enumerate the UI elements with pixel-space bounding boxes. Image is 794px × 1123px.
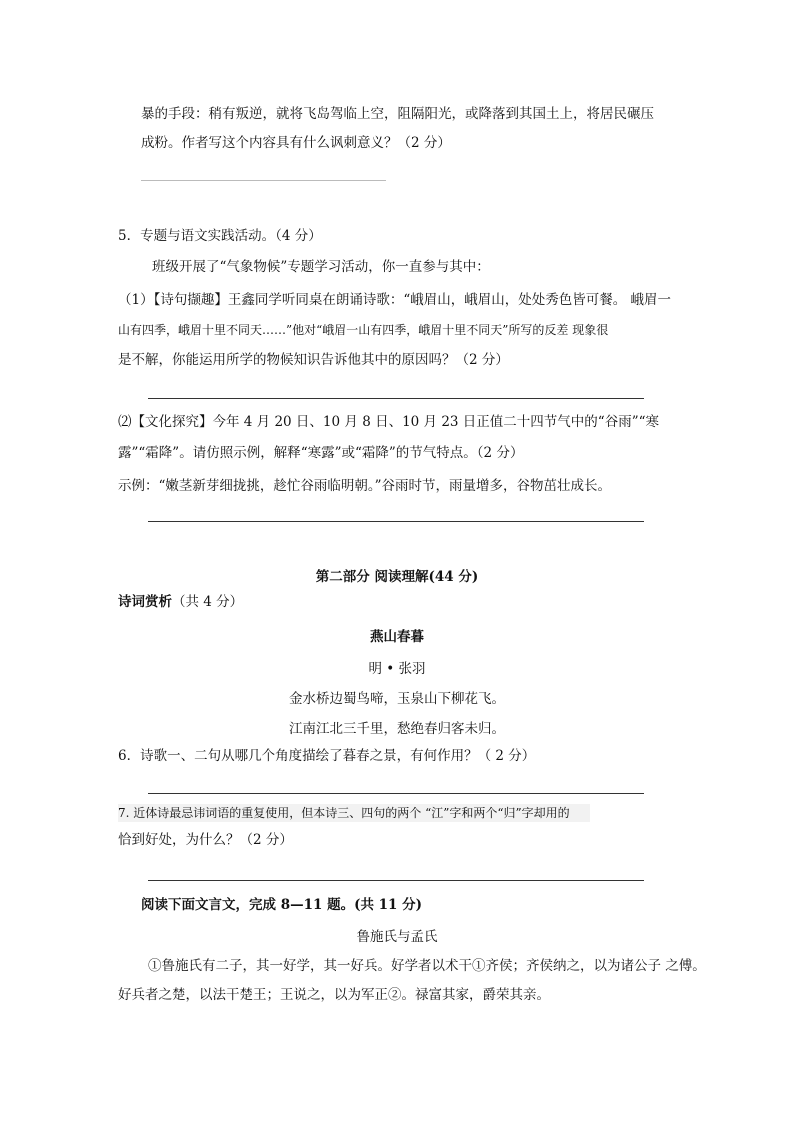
q4-text-line2: 成粉。作者写这个内容具有什么讽刺意义？（2 分） bbox=[141, 135, 451, 151]
classical-line1: ①鲁施氏有二子，其一好学，其一好兵。好学者以术干①齐侯；齐侯纳之，以为诸公子 之傅。 bbox=[148, 958, 706, 974]
q7-line1: 7. 近体诗最忌讳词语的重复使用，但本诗三、四句的两个 “江”字和两个“归”字却用的 bbox=[118, 804, 590, 822]
classical-title: 鲁施氏与孟氏 bbox=[356, 929, 438, 945]
poem-line2: 江南江北三千里，愁绝春归客未归。 bbox=[289, 721, 505, 737]
q6-text: 6．诗歌一、二句从哪几个角度描绘了暮春之景，有何作用？（ 2 分） bbox=[118, 748, 536, 764]
section-poetry bbox=[118, 593, 243, 611]
q7-answer-line bbox=[148, 880, 644, 881]
q5-part1-line1: （1）【诗句撷趣】王鑫同学听同桌在朗诵诗歌：“峨眉山，峨眉山，处处秀色皆可餐。 峨眉一 bbox=[118, 292, 672, 308]
q6-answer-line bbox=[148, 793, 644, 794]
poem-title: 燕山春暮 bbox=[370, 629, 424, 645]
q5-part2-answer-line bbox=[148, 521, 644, 522]
q4-answer-line bbox=[141, 180, 386, 181]
q5-part1-line2: 山有四季，峨眉十里不同天……”他对“峨眉一山有四季，峨眉十里不同天”所写的反差 现象很 bbox=[118, 323, 609, 337]
poem-author: 明 • 张羽 bbox=[368, 661, 426, 677]
q5-part1-line3: 是不解，你能运用所学的物候知识告诉他其中的原因吗？（2 分） bbox=[118, 352, 509, 368]
classical-line2: 好兵者之楚，以法干楚王；王说之，以为军正②。禄富其家，爵荣其亲。 bbox=[118, 987, 550, 1003]
q5-part2-line1: ⑵【文化探究】今年 4 月 20 日、10 月 8 日、10 月 23 日正值二十四节气中的“谷雨”“寒 bbox=[118, 414, 660, 430]
poem-line1: 金水桥边蜀鸟啼，玉泉山下柳花飞。 bbox=[289, 691, 505, 707]
q5-example: 示例：“嫩茎新芽细拢挑，趁忙谷雨临明朝。”谷雨时节，雨量增多，谷物茁壮成长。 bbox=[118, 478, 612, 494]
section-poetry-points: （共 4 分） bbox=[172, 594, 244, 610]
q7-line2: 恰到好处，为什么？（2 分） bbox=[118, 832, 293, 848]
q5-part2-line2: 露”“霜降”。请仿照示例，解释“寒露”或“霜降”的节气特点。（2 分） bbox=[118, 445, 524, 461]
q4-text-line1: 暴的手段：稍有叛逆，就将飞岛驾临上空，阻隔阳光，或降落到其国土上，将居民碾压 bbox=[141, 106, 654, 122]
section-poetry-title: 诗词赏析 bbox=[118, 594, 172, 610]
q5-part1-answer-line bbox=[148, 398, 644, 399]
part2-heading: 第二部分 阅读理解(44 分) bbox=[315, 569, 479, 585]
q5-intro: 班级开展了“气象物候”专题学习活动，你一直参与其中： bbox=[152, 259, 490, 275]
classical-instruction: 阅读下面文言文，完成 8—11 题。(共 11 分) bbox=[141, 897, 423, 913]
q5-title: 5．专题与语文实践活动。（4 分） bbox=[118, 228, 322, 244]
